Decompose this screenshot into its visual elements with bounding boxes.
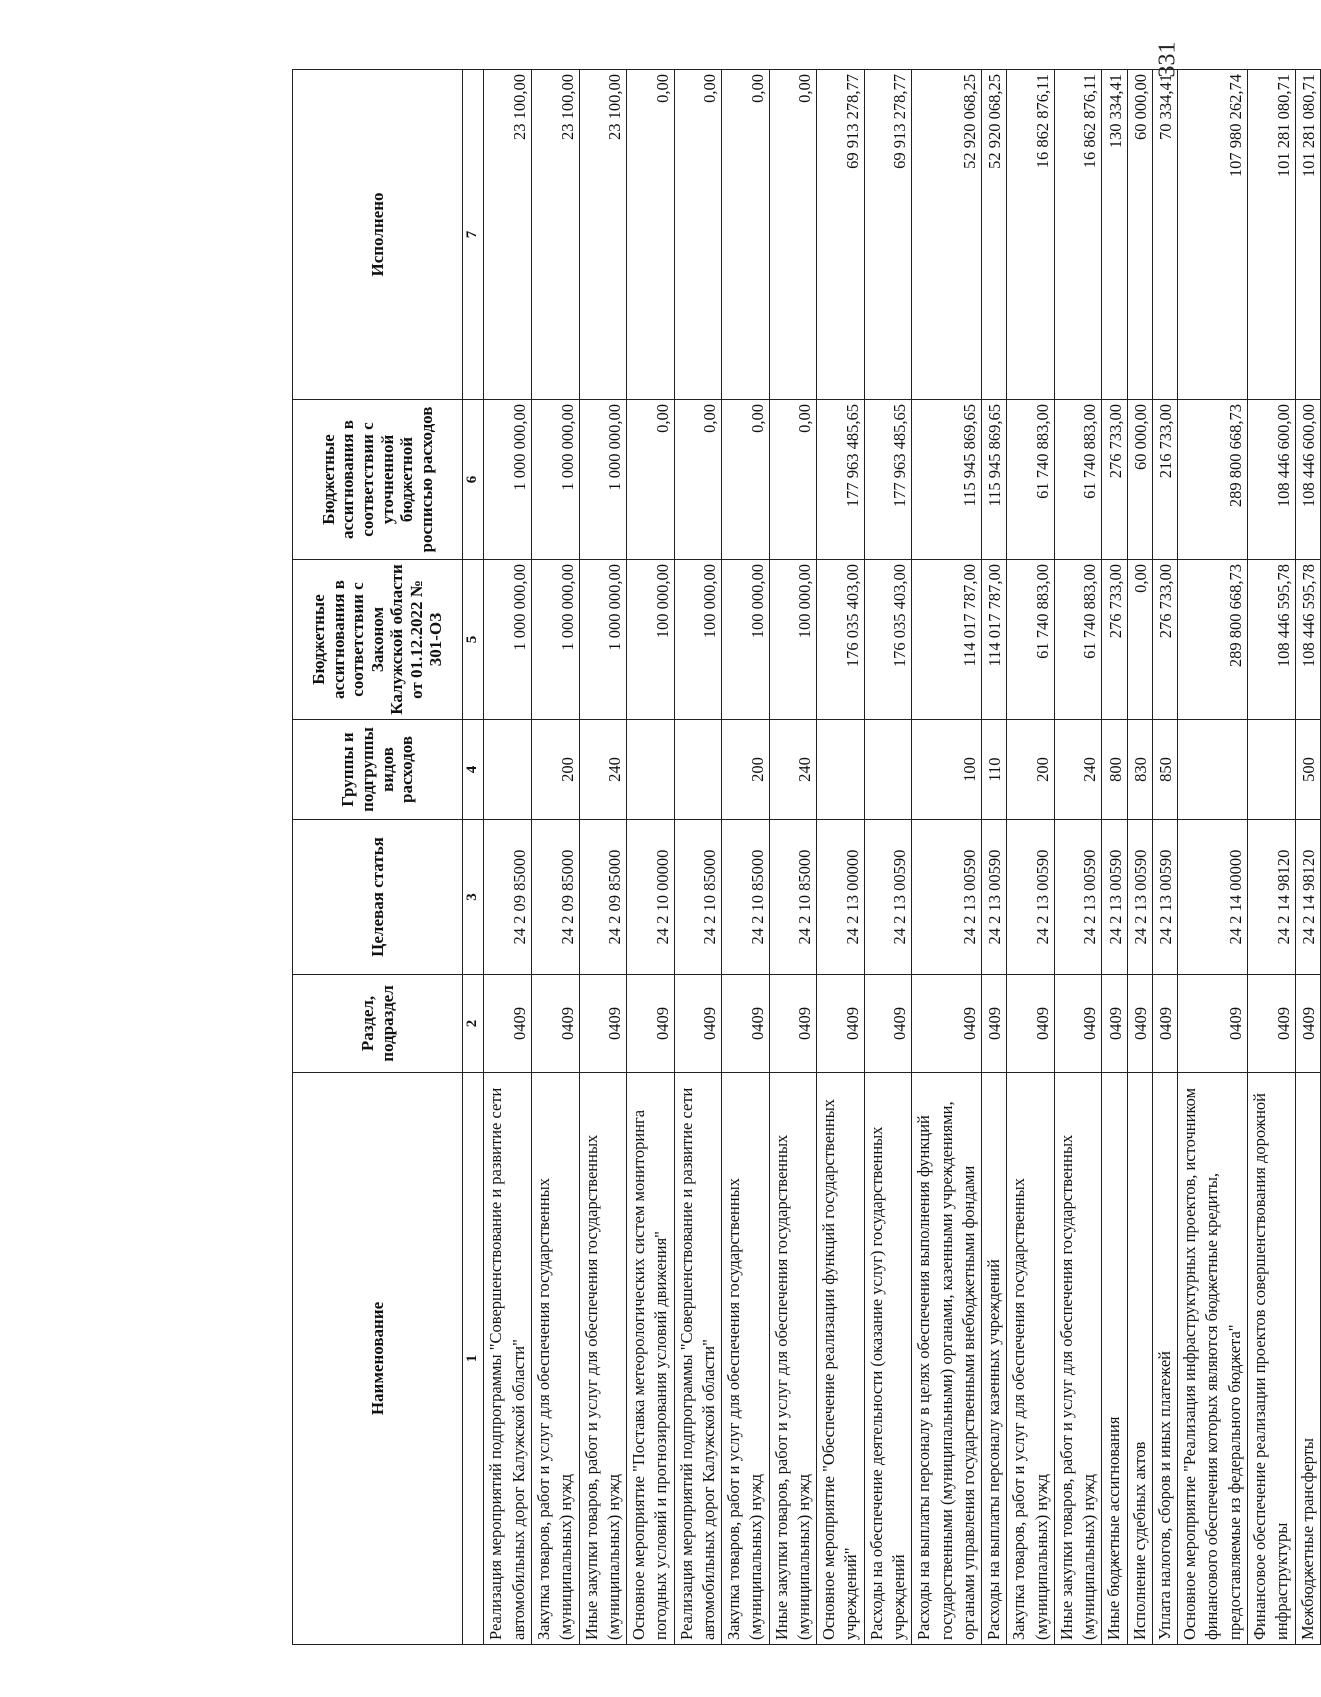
row-executed-amount: 107 980 262,74 bbox=[1178, 70, 1248, 400]
row-name: Расходы на выплаты персоналу в целях обеспечения выполнения функций государственными (муниципальными) органами, казенными учреждениями, органами управления государственными внебюджетными фондами bbox=[912, 1073, 982, 1645]
row-law-amount: 100 000,00 bbox=[674, 560, 722, 720]
row-target: 24 2 13 00590 bbox=[982, 820, 1007, 975]
table-row bbox=[532, 70, 580, 1645]
row-target: 24 2 13 00590 bbox=[912, 820, 982, 975]
header-row bbox=[293, 70, 463, 1645]
table-row bbox=[1054, 70, 1102, 1645]
table-row bbox=[627, 70, 675, 1645]
row-target: 24 2 13 00590 bbox=[1127, 820, 1152, 975]
row-section: 0409 bbox=[982, 975, 1007, 1073]
table-row bbox=[982, 70, 1007, 1645]
row-name: Реализация мероприятий подпрограммы "Совершенствование и развитие сети автомобильных дорог Калужской области" bbox=[674, 1073, 722, 1645]
row-refined-amount: 60 000,00 bbox=[1127, 400, 1152, 560]
row-section: 0409 bbox=[1247, 975, 1295, 1073]
table-row bbox=[1295, 70, 1320, 1645]
table-row bbox=[1127, 70, 1152, 1645]
row-law-amount: 114 017 787,00 bbox=[912, 560, 982, 720]
row-name: Закупка товаров, работ и услуг для обеспечения государственных (муниципальных) нужд bbox=[532, 1073, 580, 1645]
row-law-amount: 61 740 883,00 bbox=[1054, 560, 1102, 720]
row-target: 24 2 13 00590 bbox=[1102, 820, 1127, 975]
row-refined-amount: 0,00 bbox=[722, 400, 770, 560]
table-body bbox=[484, 70, 1321, 1645]
row-name: Закупка товаров, работ и услуг для обеспечения государственных (муниципальных) нужд bbox=[722, 1073, 770, 1645]
row-target: 24 2 13 00000 bbox=[817, 820, 865, 975]
row-target: 24 2 13 00590 bbox=[1007, 820, 1055, 975]
row-group: 500 bbox=[1295, 720, 1320, 820]
row-executed-amount: 16 862 876,11 bbox=[1007, 70, 1055, 400]
row-section: 0409 bbox=[1102, 975, 1127, 1073]
header-refined: Бюджетные ассигнования в соответствии с уточненной бюджетной росписью расходов bbox=[293, 400, 463, 560]
row-group bbox=[674, 720, 722, 820]
row-refined-amount: 115 945 869,65 bbox=[912, 400, 982, 560]
row-group: 200 bbox=[532, 720, 580, 820]
column-number: 3 bbox=[463, 820, 484, 975]
row-section: 0409 bbox=[674, 975, 722, 1073]
row-section: 0409 bbox=[722, 975, 770, 1073]
row-law-amount: 0,00 bbox=[1127, 560, 1152, 720]
row-refined-amount: 177 963 485,65 bbox=[864, 400, 912, 560]
column-number: 1 bbox=[463, 1073, 484, 1645]
row-target: 24 2 14 00000 bbox=[1178, 820, 1248, 975]
row-group: 800 bbox=[1102, 720, 1127, 820]
row-name: Расходы на обеспечение деятельности (оказание услуг) государственных учреждений bbox=[864, 1073, 912, 1645]
row-executed-amount: 0,00 bbox=[722, 70, 770, 400]
row-section: 0409 bbox=[817, 975, 865, 1073]
row-refined-amount: 61 740 883,00 bbox=[1054, 400, 1102, 560]
row-group: 200 bbox=[722, 720, 770, 820]
row-executed-amount: 130 334,41 bbox=[1102, 70, 1127, 400]
column-number: 2 bbox=[463, 975, 484, 1073]
row-name: Иные закупки товаров, работ и услуг для обеспечения государственных (муниципальных) нужд bbox=[1054, 1073, 1102, 1645]
table-row bbox=[1102, 70, 1127, 1645]
row-name: Закупка товаров, работ и услуг для обеспечения государственных (муниципальных) нужд bbox=[1007, 1073, 1055, 1645]
row-target: 24 2 09 85000 bbox=[579, 820, 627, 975]
row-target: 24 2 10 00000 bbox=[627, 820, 675, 975]
row-name: Расходы на выплаты персоналу казенных учреждений bbox=[982, 1073, 1007, 1645]
row-refined-amount: 0,00 bbox=[769, 400, 817, 560]
row-executed-amount: 69 913 278,77 bbox=[864, 70, 912, 400]
column-number: 6 bbox=[463, 400, 484, 560]
row-name: Межбюджетные трансферты bbox=[1295, 1073, 1320, 1645]
header-section: Раздел, подраздел bbox=[293, 975, 463, 1073]
table-row bbox=[579, 70, 627, 1645]
row-executed-amount: 60 000,00 bbox=[1127, 70, 1152, 400]
row-section: 0409 bbox=[484, 975, 532, 1073]
row-executed-amount: 52 920 068,25 bbox=[912, 70, 982, 400]
row-section: 0409 bbox=[627, 975, 675, 1073]
row-law-amount: 1 000 000,00 bbox=[579, 560, 627, 720]
row-target: 24 2 10 85000 bbox=[674, 820, 722, 975]
column-number: 5 bbox=[463, 560, 484, 720]
table-row bbox=[1007, 70, 1055, 1645]
row-target: 24 2 13 00590 bbox=[1054, 820, 1102, 975]
row-name: Иные бюджетные ассигнования bbox=[1102, 1073, 1127, 1645]
table-row bbox=[722, 70, 770, 1645]
row-section: 0409 bbox=[1007, 975, 1055, 1073]
table-row bbox=[769, 70, 817, 1645]
row-name: Иные закупки товаров, работ и услуг для обеспечения государственных (муниципальных) нужд bbox=[769, 1073, 817, 1645]
row-law-amount: 100 000,00 bbox=[627, 560, 675, 720]
row-law-amount: 289 800 668,73 bbox=[1178, 560, 1248, 720]
row-executed-amount: 69 913 278,77 bbox=[817, 70, 865, 400]
row-executed-amount: 70 334,41 bbox=[1152, 70, 1177, 400]
row-name: Реализация мероприятий подпрограммы "Совершенствование и развитие сети автомобильных дорог Калужской области" bbox=[484, 1073, 532, 1645]
row-refined-amount: 1 000 000,00 bbox=[532, 400, 580, 560]
table-row bbox=[912, 70, 982, 1645]
row-name: Финансовое обеспечение реализации проектов совершенствования дорожной инфраструктуры bbox=[1247, 1073, 1295, 1645]
row-section: 0409 bbox=[912, 975, 982, 1073]
row-group bbox=[1178, 720, 1248, 820]
row-refined-amount: 0,00 bbox=[674, 400, 722, 560]
row-law-amount: 176 035 403,00 bbox=[864, 560, 912, 720]
row-name: Исполнение судебных актов bbox=[1127, 1073, 1152, 1645]
row-executed-amount: 52 920 068,25 bbox=[982, 70, 1007, 400]
row-executed-amount: 101 281 080,71 bbox=[1247, 70, 1295, 400]
row-section: 0409 bbox=[769, 975, 817, 1073]
table-row bbox=[817, 70, 865, 1645]
row-group: 240 bbox=[769, 720, 817, 820]
row-law-amount: 100 000,00 bbox=[769, 560, 817, 720]
row-section: 0409 bbox=[579, 975, 627, 1073]
row-law-amount: 276 733,00 bbox=[1102, 560, 1127, 720]
row-name: Иные закупки товаров, работ и услуг для обеспечения государственных (муниципальных) нужд bbox=[579, 1073, 627, 1645]
row-executed-amount: 0,00 bbox=[627, 70, 675, 400]
row-section: 0409 bbox=[1178, 975, 1248, 1073]
row-law-amount: 114 017 787,00 bbox=[982, 560, 1007, 720]
table-row bbox=[1152, 70, 1177, 1645]
table-row bbox=[1178, 70, 1248, 1645]
header-group: Группы и подгруппы видов расходов bbox=[293, 720, 463, 820]
row-section: 0409 bbox=[864, 975, 912, 1073]
row-name: Основное мероприятие "Поставка метеорологических систем мониторинга погодных условий и прогнозирования условий движения" bbox=[627, 1073, 675, 1645]
row-refined-amount: 216 733,00 bbox=[1152, 400, 1177, 560]
row-section: 0409 bbox=[532, 975, 580, 1073]
row-target: 24 2 14 98120 bbox=[1295, 820, 1320, 975]
row-refined-amount: 108 446 600,00 bbox=[1295, 400, 1320, 560]
row-executed-amount: 101 281 080,71 bbox=[1295, 70, 1320, 400]
row-law-amount: 1 000 000,00 bbox=[532, 560, 580, 720]
row-executed-amount: 0,00 bbox=[769, 70, 817, 400]
column-number: 4 bbox=[463, 720, 484, 820]
table-row bbox=[484, 70, 532, 1645]
row-group: 850 bbox=[1152, 720, 1177, 820]
row-target: 24 2 09 85000 bbox=[484, 820, 532, 975]
row-target: 24 2 13 00590 bbox=[1152, 820, 1177, 975]
header-executed: Исполнено bbox=[293, 70, 463, 400]
row-section: 0409 bbox=[1054, 975, 1102, 1073]
row-law-amount: 61 740 883,00 bbox=[1007, 560, 1055, 720]
header-name: Наименование bbox=[293, 1073, 463, 1645]
row-refined-amount: 1 000 000,00 bbox=[579, 400, 627, 560]
row-name: Основное мероприятие "Обеспечение реализации функций государственных учреждений" bbox=[817, 1073, 865, 1645]
row-group bbox=[864, 720, 912, 820]
row-refined-amount: 0,00 bbox=[627, 400, 675, 560]
page-number: 331 bbox=[1154, 41, 1181, 78]
row-target: 24 2 13 00590 bbox=[864, 820, 912, 975]
row-executed-amount: 23 100,00 bbox=[484, 70, 532, 400]
row-refined-amount: 177 963 485,65 bbox=[817, 400, 865, 560]
row-law-amount: 276 733,00 bbox=[1152, 560, 1177, 720]
column-number-row bbox=[463, 70, 484, 1645]
row-refined-amount: 115 945 869,65 bbox=[982, 400, 1007, 560]
row-target: 24 2 14 98120 bbox=[1247, 820, 1295, 975]
row-executed-amount: 16 862 876,11 bbox=[1054, 70, 1102, 400]
row-executed-amount: 23 100,00 bbox=[579, 70, 627, 400]
row-group: 830 bbox=[1127, 720, 1152, 820]
row-law-amount: 108 446 595,78 bbox=[1247, 560, 1295, 720]
row-group: 240 bbox=[579, 720, 627, 820]
row-group bbox=[817, 720, 865, 820]
row-group bbox=[484, 720, 532, 820]
row-law-amount: 100 000,00 bbox=[722, 560, 770, 720]
row-refined-amount: 1 000 000,00 bbox=[484, 400, 532, 560]
row-group: 100 bbox=[912, 720, 982, 820]
row-target: 24 2 10 85000 bbox=[769, 820, 817, 975]
row-group bbox=[627, 720, 675, 820]
row-refined-amount: 289 800 668,73 bbox=[1178, 400, 1248, 560]
table-header bbox=[293, 70, 484, 1645]
row-section: 0409 bbox=[1295, 975, 1320, 1073]
row-name: Уплата налогов, сборов и иных платежей bbox=[1152, 1073, 1177, 1645]
row-group: 200 bbox=[1007, 720, 1055, 820]
row-section: 0409 bbox=[1152, 975, 1177, 1073]
row-group: 110 bbox=[982, 720, 1007, 820]
table-row bbox=[1247, 70, 1295, 1645]
row-section: 0409 bbox=[1127, 975, 1152, 1073]
row-executed-amount: 0,00 bbox=[674, 70, 722, 400]
row-law-amount: 108 446 595,78 bbox=[1295, 560, 1320, 720]
row-executed-amount: 23 100,00 bbox=[532, 70, 580, 400]
table-rotation-wrapper bbox=[292, 70, 1318, 1645]
row-law-amount: 1 000 000,00 bbox=[484, 560, 532, 720]
row-group: 240 bbox=[1054, 720, 1102, 820]
row-refined-amount: 276 733,00 bbox=[1102, 400, 1127, 560]
row-target: 24 2 10 85000 bbox=[722, 820, 770, 975]
header-law: Бюджетные ассигнования в соответствии с Законом Калужской области от 01.12.2022 № 301-ОЗ bbox=[293, 560, 463, 720]
budget-table bbox=[292, 69, 1321, 1645]
row-name: Основное мероприятие "Реализация инфраструктурных проектов, источником финансового обеспечения которых являются бюджетные кредиты, предоставляемые из федерального бюджета" bbox=[1178, 1073, 1248, 1645]
header-target: Целевая статья bbox=[293, 820, 463, 975]
row-target: 24 2 09 85000 bbox=[532, 820, 580, 975]
column-number: 7 bbox=[463, 70, 484, 400]
row-refined-amount: 61 740 883,00 bbox=[1007, 400, 1055, 560]
row-refined-amount: 108 446 600,00 bbox=[1247, 400, 1295, 560]
table-row bbox=[864, 70, 912, 1645]
row-group bbox=[1247, 720, 1295, 820]
row-law-amount: 176 035 403,00 bbox=[817, 560, 865, 720]
table-row bbox=[674, 70, 722, 1645]
